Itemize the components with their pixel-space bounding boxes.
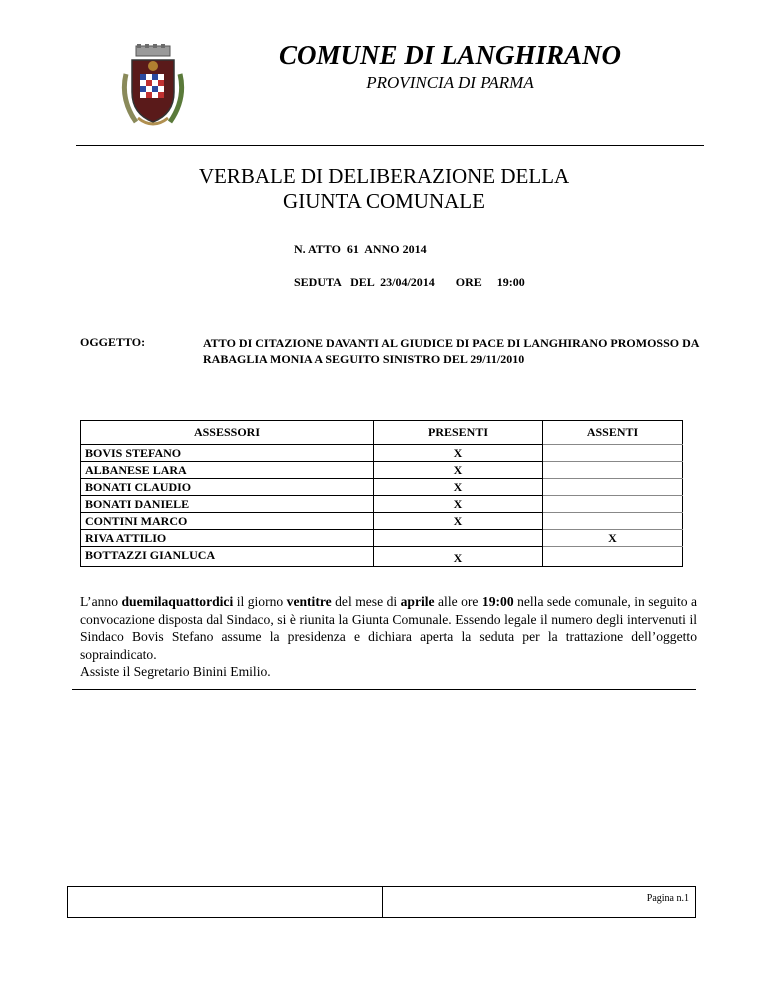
member-name: ALBANESE LARA [81, 462, 374, 479]
page-footer [67, 886, 696, 918]
month-label: del mese di [331, 594, 401, 609]
member-present: X [374, 445, 543, 462]
intro-text: L’anno [80, 594, 122, 609]
minutes-paragraph [80, 593, 697, 681]
member-absent: X [543, 530, 683, 547]
member-present: X [374, 462, 543, 479]
attendance-table [80, 420, 683, 567]
member-absent [543, 445, 683, 462]
member-name: CONTINI MARCO [81, 513, 374, 530]
member-present: X [374, 479, 543, 496]
member-absent [543, 547, 683, 567]
table-row [81, 513, 683, 530]
member-present [374, 530, 543, 547]
meeting-time: 19:00 [481, 594, 514, 609]
member-present: X [374, 513, 543, 530]
time-label: alle ore [434, 594, 482, 609]
body-divider [72, 689, 696, 690]
table-row [81, 547, 683, 567]
member-name: BOTTAZZI GIANLUCA [81, 547, 374, 567]
member-name: BOVIS STEFANO [81, 445, 374, 462]
subject-label: OGGETTO: [80, 335, 146, 349]
table-row [81, 445, 683, 462]
table-row [81, 462, 683, 479]
header-assenti: ASSENTI [543, 421, 683, 445]
month-name: aprile [400, 594, 435, 609]
subject-text: ATTO DI CITAZIONE DAVANTI AL GIUDICE DI PACE DI LANGHIRANO PROMOSSO DA RABAGLIA MONIA A SEGUITO SINISTRO DEL 29/11/2010 [203, 336, 699, 366]
member-name: RIVA ATTILIO [81, 530, 374, 547]
body-text: nella sede comunale, in seguito a convocazione disposta dal Sindaco, si è riunita la Giunta Comunale. Essendo legale il numero degli intervenuti il Sindaco Bovis Stefano assume la presidenza e dichiara aperta la seduta per la trattazione dell’oggetto sopraindicato. [80, 594, 697, 662]
secretary-line: Assiste il Segretario Binini Emilio. [80, 664, 271, 679]
session-date-time: SEDUTA DEL 23/04/2014 ORE 19:00 [294, 275, 525, 289]
member-name: BONATI DANIELE [81, 496, 374, 513]
attendance-header-row [81, 421, 683, 445]
member-present: X [374, 547, 543, 567]
table-row [81, 479, 683, 496]
act-number: N. ATTO 61 ANNO 2014 [294, 242, 427, 256]
member-absent [543, 513, 683, 530]
document-title-line2: GIUNTA COMUNALE [283, 189, 485, 213]
header-presenti: PRESENTI [374, 421, 543, 445]
page-number: Pagina n.1 [646, 893, 689, 904]
header-divider [76, 145, 704, 146]
footer-divider [382, 887, 383, 917]
document-title [0, 164, 768, 214]
table-row [81, 496, 683, 513]
opening-paragraph [80, 593, 697, 663]
day-in-words: ventitre [286, 594, 332, 609]
header-assessori: ASSESSORI [81, 421, 374, 445]
province-name: PROVINCIA DI PARMA [366, 73, 534, 92]
member-present: X [374, 496, 543, 513]
municipality-name: COMUNE DI LANGHIRANO [278, 40, 622, 70]
member-absent [543, 479, 683, 496]
member-absent [543, 462, 683, 479]
year-in-words: duemilaquattordici [121, 594, 234, 609]
member-name: BONATI CLAUDIO [81, 479, 374, 496]
member-absent [543, 496, 683, 513]
table-row [81, 530, 683, 547]
day-label: il giorno [233, 594, 287, 609]
document-title-line1: VERBALE DI DELIBERAZIONE DELLA [198, 164, 570, 188]
